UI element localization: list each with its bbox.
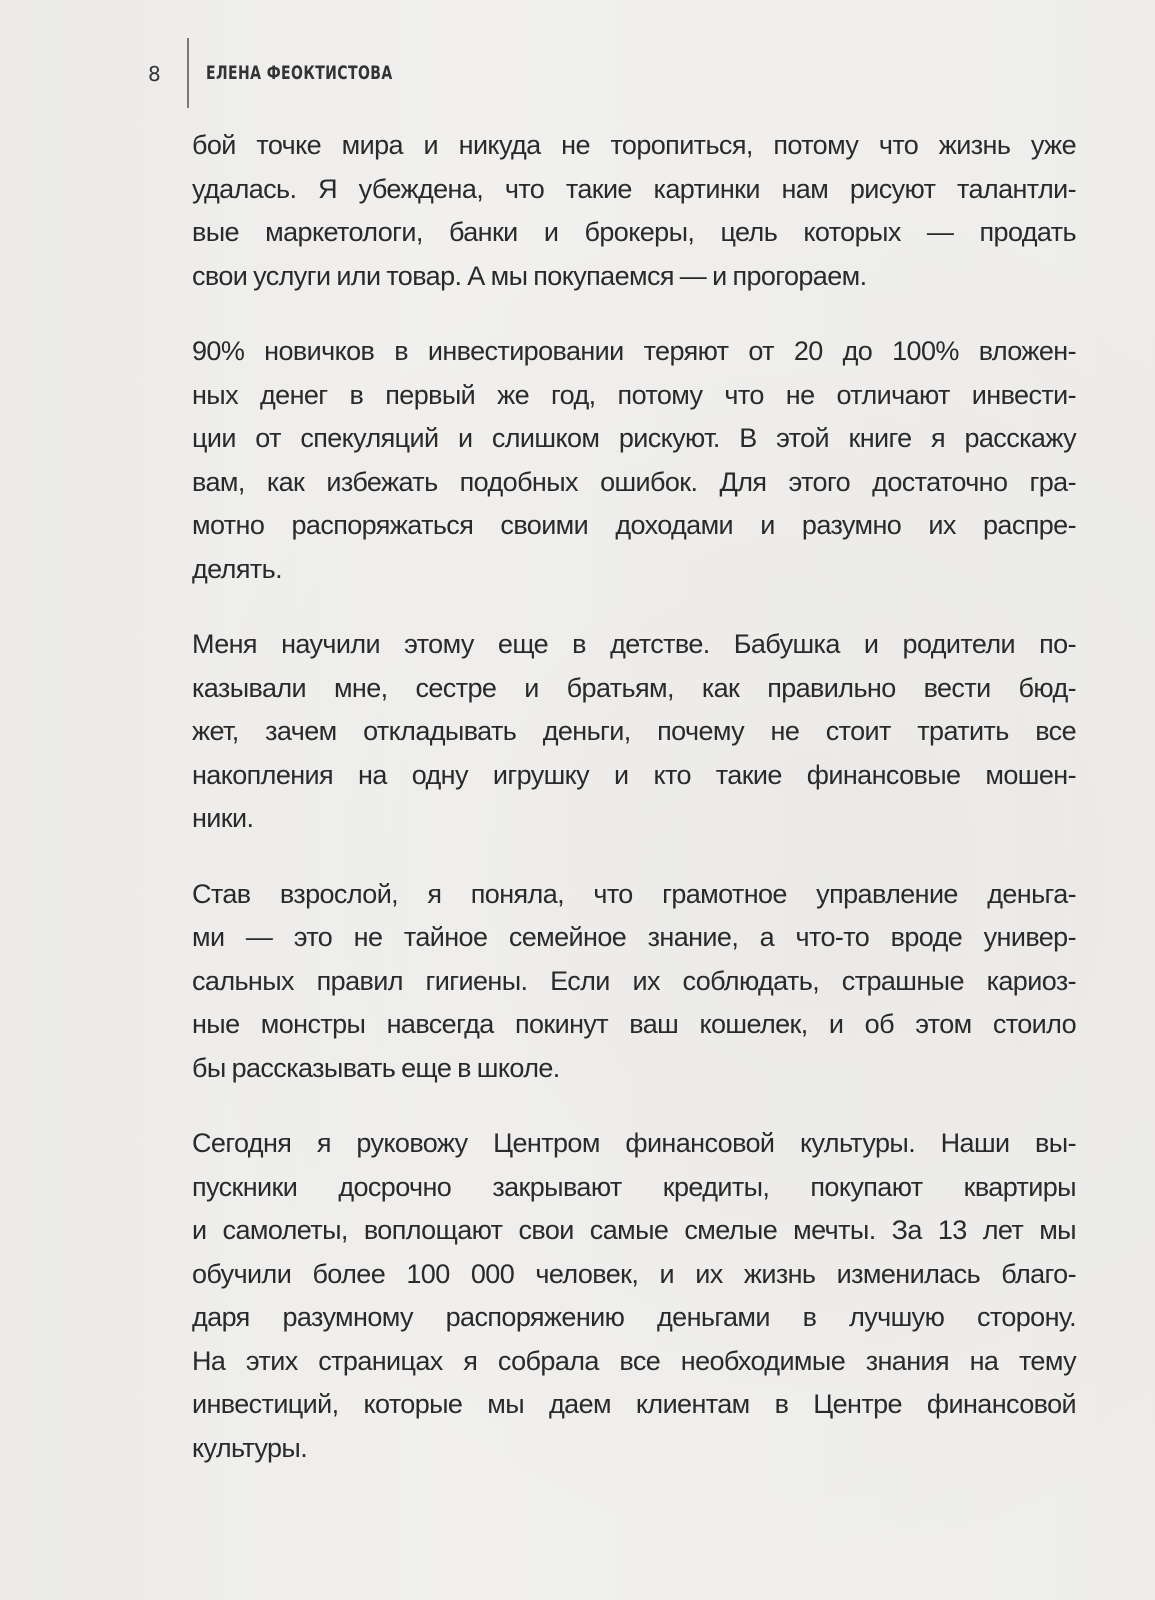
paragraph-5 <box>192 1122 1076 1470</box>
text-line: ных денег в первый же год, потому что не отличают инвести- <box>192 379 1076 410</box>
text-line: даря разумному распоряжению деньгами в лучшую сторону. <box>192 1302 1076 1332</box>
text-line: ции от спекуляций и слишком рискуют. В этой книге я расскажу <box>192 423 1076 453</box>
text-line: ники. <box>192 803 254 833</box>
text-line: ми — это не тайное семейное знание, а что-то вроде универ- <box>192 922 1076 952</box>
text-line: На этих страницах я собрала все необходимые знания на тему <box>192 1345 1076 1376</box>
text-line: вам, как избежать подобных ошибок. Для этого достаточно гра- <box>192 466 1076 497</box>
text-line: бой точке мира и никуда не торопиться, потому что жизнь уже <box>192 130 1076 160</box>
text-line: накопления на одну игрушку и кто такие финансовые мошен- <box>192 759 1076 790</box>
text-line: казывали мне, сестре и братьям, как правильно вести бюд- <box>192 672 1076 703</box>
text-line: бы рассказывать еще в школе. <box>192 1052 560 1083</box>
text-line: удалась. Я убеждена, что такие картинки нам рисуют талантли- <box>192 173 1076 204</box>
text-line: и самолеты, воплощают свои самые смелые мечты. За 13 лет мы <box>192 1215 1076 1245</box>
text-line: вые маркетологи, банки и брокеры, цель которых — продать <box>192 217 1076 247</box>
paragraph-3 <box>192 623 1076 841</box>
header-divider <box>187 38 189 108</box>
body-text <box>192 124 1076 1502</box>
text-line: Меня научили этому еще в детстве. Бабушка и родители по- <box>192 629 1076 659</box>
text-line: сальных правил гигиены. Если их соблюдать, страшные кариоз- <box>192 965 1076 996</box>
paragraph-4 <box>192 873 1076 1091</box>
text-line: 90% новичков в инвестировании теряют от 20 до 100% вложен- <box>192 336 1076 366</box>
paragraph-2 <box>192 330 1076 591</box>
text-line: ные монстры навсегда покинут ваш кошелек, и об этом стоило <box>192 1009 1076 1039</box>
running-header <box>0 38 1155 110</box>
running-head-author: ЕЛЕНА ФЕОКТИСТОВА <box>206 62 393 84</box>
page-number: 8 <box>148 62 161 86</box>
text-line: мотно распоряжаться своими доходами и разумно их распре- <box>192 510 1076 540</box>
text-line: свои услуги или товар. А мы покупаемся — и прогораем. <box>192 260 867 291</box>
text-line: пускники досрочно закрывают кредиты, покупают квартиры <box>192 1171 1076 1202</box>
text-line: инвестиций, которые мы даем клиентам в Центре финансовой <box>192 1389 1076 1419</box>
text-line: Сегодня я руковожу Центром финансовой культуры. Наши вы- <box>192 1128 1076 1158</box>
text-line: Став взрослой, я поняла, что грамотное управление деньга- <box>192 878 1076 909</box>
text-line: жет, зачем откладывать деньги, почему не стоит тратить все <box>192 716 1076 746</box>
text-line: делять. <box>192 553 282 584</box>
paragraph-1 <box>192 124 1076 298</box>
text-line: обучили более 100 000 человек, и их жизнь изменилась благо- <box>192 1258 1076 1289</box>
text-line: культуры. <box>192 1432 308 1463</box>
